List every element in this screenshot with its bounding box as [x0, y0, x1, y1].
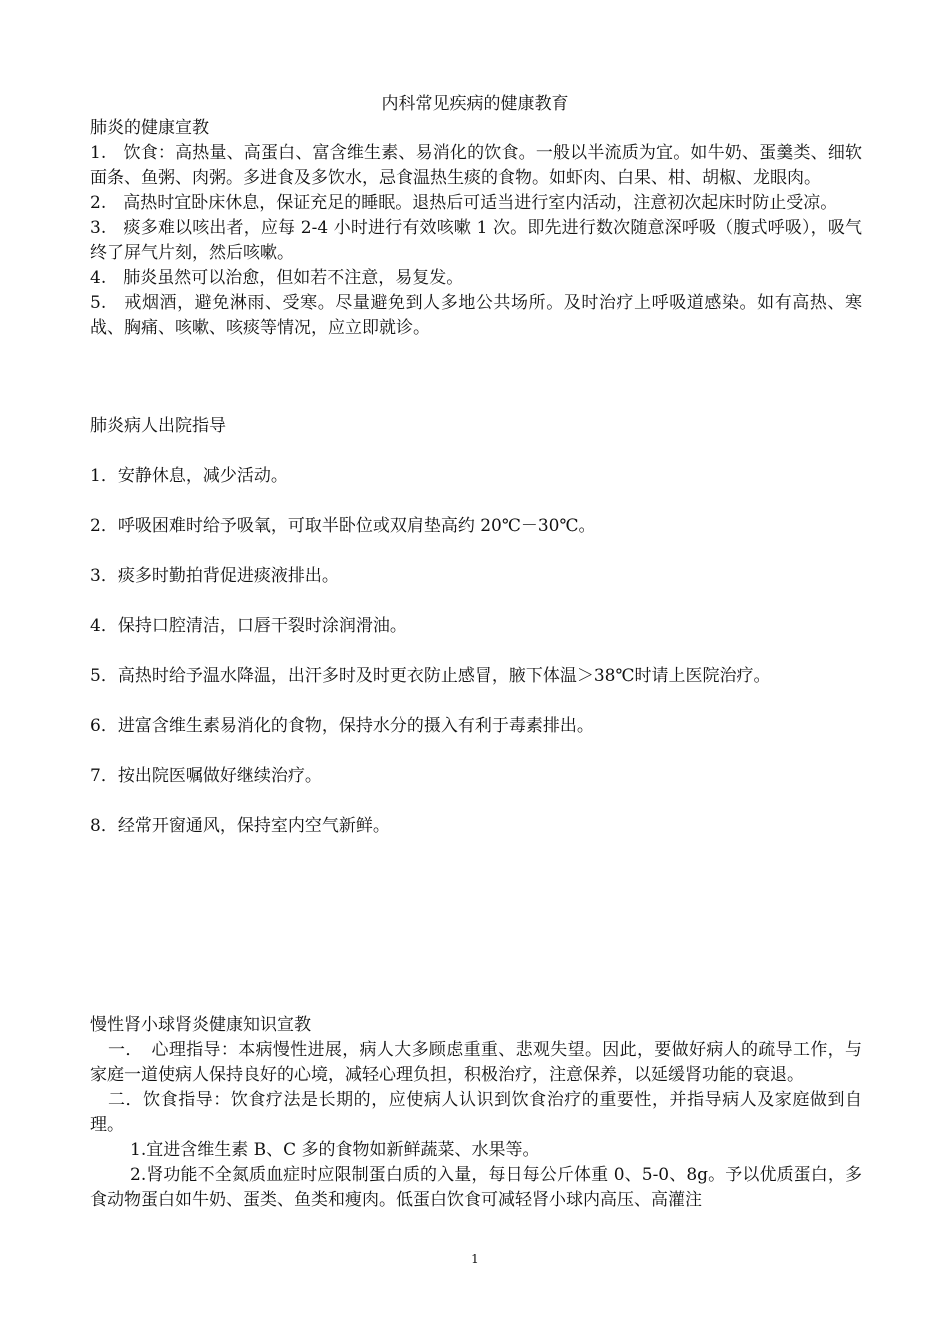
paragraph: 1.宜进含维生素 B、C 多的食物如新鲜蔬菜、水果等。: [130, 1140, 540, 1160]
section-pneumonia-education: [90, 116, 862, 341]
list-item: 3．痰多时勤拍背促进痰液排出。: [90, 566, 339, 586]
section-heading: 肺炎的健康宣教: [90, 118, 209, 138]
list-item: 1．安静休息，减少活动。: [90, 466, 288, 486]
paragraph: 二．饮食指导：饮食疗法是长期的，应使病人认识到饮食治疗的重要性，并指导病人及家庭做到自理。: [90, 1090, 862, 1135]
list-item: 6．进富含维生素易消化的食物，保持水分的摄入有利于毒素排出。: [90, 716, 594, 736]
list-item: 4. 肺炎虽然可以治愈，但如若不注意，易复发。: [90, 268, 464, 288]
document-title: 内科常见疾病的健康教育: [381, 94, 569, 114]
list-item: 5．高热时给予温水降温，出汗多时及时更衣防止感冒，腋下体温＞38℃时请上医院治疗。: [90, 666, 771, 686]
list-item: 2．呼吸困难时给予吸氧，可取半卧位或双肩垫高约 20℃－30℃。: [90, 516, 596, 536]
section-heading: 肺炎病人出院指导: [90, 416, 226, 436]
list-item: 1. 饮食：高热量、高蛋白、富含维生素、易消化的饮食。一般以半流质为宜。如牛奶、蛋羹类、细软面条、鱼粥、肉粥。多进食及多饮水，忌食温热生痰的食物。如虾肉、白果、柑、胡椒、龙眼肉。: [90, 143, 862, 188]
section-pneumonia-discharge: [90, 414, 862, 864]
paragraph: 一． 心理指导：本病慢性进展，病人大多顾虑重重、悲观失望。因此，要做好病人的疏导工作，与家庭一道使病人保持良好的心境，减轻心理负担，积极治疗，注意保养，以延缓肾功能的衰退。: [90, 1040, 862, 1085]
list-item: 2. 高热时宜卧床休息，保证充足的睡眠。退热后可适当进行室内活动，注意初次起床时防止受凉。: [90, 193, 838, 213]
list-item: 4．保持口腔清洁，口唇干裂时涂润滑油。: [90, 616, 407, 636]
section-heading: 慢性肾小球肾炎健康知识宣教: [90, 1015, 311, 1035]
page-number: 1: [471, 1252, 479, 1266]
list-item: 8．经常开窗通风，保持室内空气新鲜。: [90, 816, 390, 836]
list-item: 3. 痰多难以咳出者，应每 2-4 小时进行有效咳嗽 1 次。即先进行数次随意深呼吸（腹式呼吸），吸气终了屏气片刻，然后咳嗽。: [90, 218, 862, 263]
paragraph: 2.肾功能不全氮质血症时应限制蛋白质的入量，每日每公斤体重 0、5-0、8g。予以优质蛋白，多食动物蛋白如牛奶、蛋类、鱼类和瘦肉。低蛋白饮食可减轻肾小球内高压、高灌注: [90, 1165, 862, 1210]
list-item: 5. 戒烟酒，避免淋雨、受寒。尽量避免到人多地公共场所。及时治疗上呼吸道感染。如有高热、寒战、胸痛、咳嗽、咳痰等情况，应立即就诊。: [90, 293, 862, 338]
section-nephritis-education: [90, 1013, 862, 1213]
list-item: 7．按出院医嘱做好继续治疗。: [90, 766, 322, 786]
